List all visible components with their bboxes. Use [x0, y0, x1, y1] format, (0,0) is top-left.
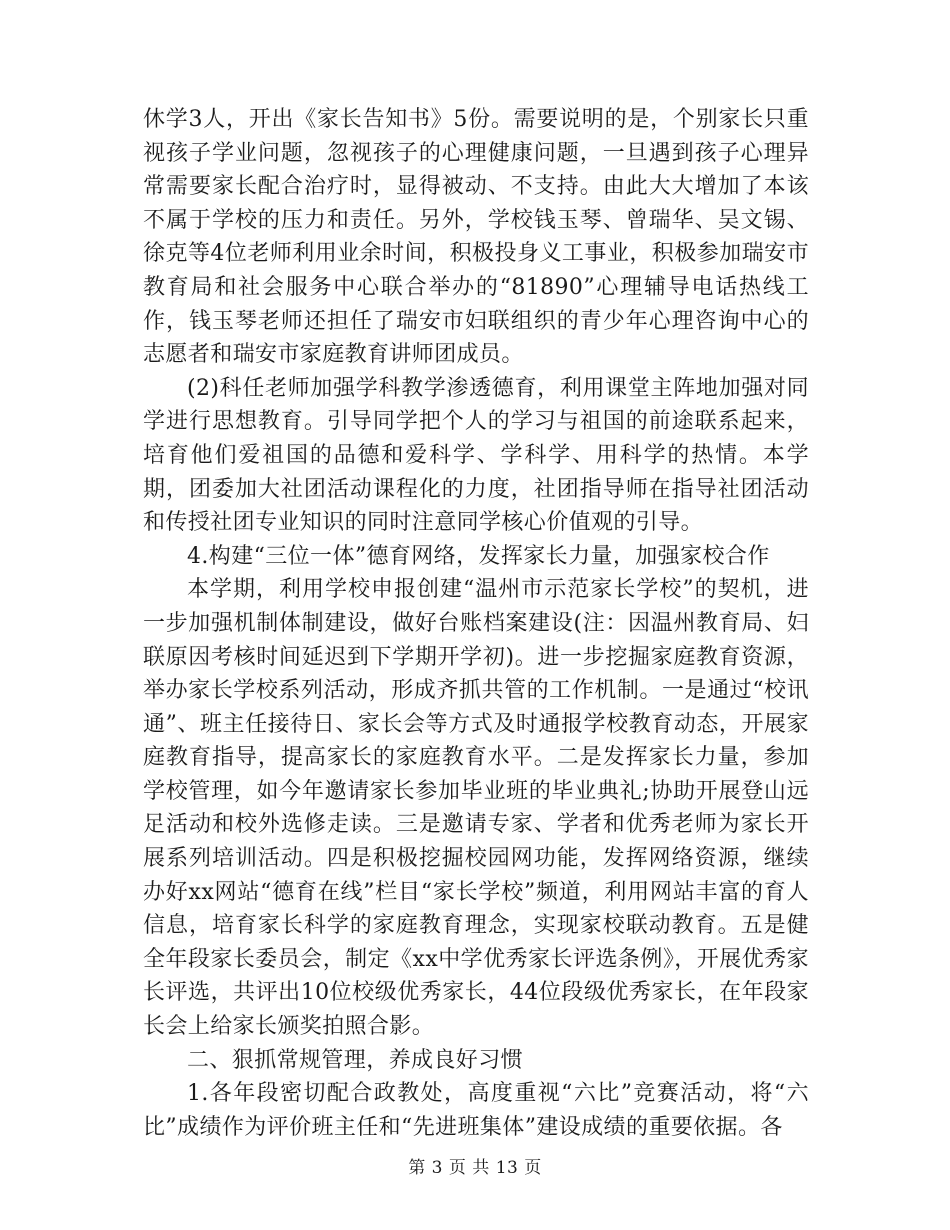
document-body	[143, 103, 809, 1144]
paragraph-1: 休学3人，开出《家长告知书》5份。需要说明的是，个别家长只重视孩子学业问题，忽视孩子的心理健康问题，一旦遇到孩子心理异常需要家长配合治疗时，显得被动、不支持。由此大大增加了本该不属于学校的压力和责任。另外，学校钱玉琴、曾瑞华、吴文锡、徐克等4位老师利用业余时间，积极投身义工事业，积极参加瑞安市教育局和社会服务中心联合举办的“81890”心理辅导电话热线工作，钱玉琴老师还担任了瑞安市妇联组织的青少年心理咨询中心的志愿者和瑞安市家庭教育讲师团成员。	[143, 107, 809, 368]
page-number-footer: 第 3 页 共 13 页	[408, 1158, 542, 1178]
paragraph-3: 本学期，利用学校申报创建“温州市示范家长学校”的契机，进一步加强机制体制建设，做好台账档案建设(注：因温州教育局、妇联原因考核时间延迟到下学期开学初)。进一步挖掘家庭教育资源，举办家长学校系列活动，形成齐抓共管的工作机制。一是通过“校讯通”、班主任接待日、家长会等方式及时通报学校教育动态，开展家庭教育指导，提高家长的家庭教育水平。二是发挥家长力量，参加学校管理，如今年邀请家长参加毕业班的毕业典礼;协助开展登山远足活动和校外选修走读。三是邀请专家、学者和优秀老师为家长开展系列培训活动。四是积极挖掘校园网功能，发挥网络资源，继续办好xx网站“德育在线”栏目“家长学校”频道，利用网站丰富的育人信息，培育家长科学的家庭教育理念，实现家校联动教育。五是健全年段家长委员会，制定《xx中学优秀家长评选条例》，开展优秀家长评选，共评出10位校级优秀家长，44位段级优秀家长，在年段家长会上给家长颁奖拍照合影。	[143, 577, 809, 1040]
paragraph-2: (2)科任老师加强学科教学渗透德育，利用课堂主阵地加强对同学进行思想教育。引导同学把个人的学习与祖国的前途联系起来，培育他们爱祖国的品德和爱科学、学科学、用科学的热情。本学期，团委加大社团活动课程化的力度，社团指导师在指导社团活动和传授社团专业知识的同时注意同学核心价值观的引导。	[143, 375, 809, 536]
paragraph-4: 1.各年段密切配合政教处，高度重视“六比”竞赛活动，将“六比”成绩作为评价班主任和“先进班集体”建设成绩的重要依据。各	[143, 1081, 809, 1140]
section-heading-4: 4.构建“三位一体”德育网络，发挥家长力量，加强家校合作	[187, 543, 770, 569]
section-heading-2: 二、狠抓常规管理，养成良好习惯	[187, 1047, 524, 1073]
